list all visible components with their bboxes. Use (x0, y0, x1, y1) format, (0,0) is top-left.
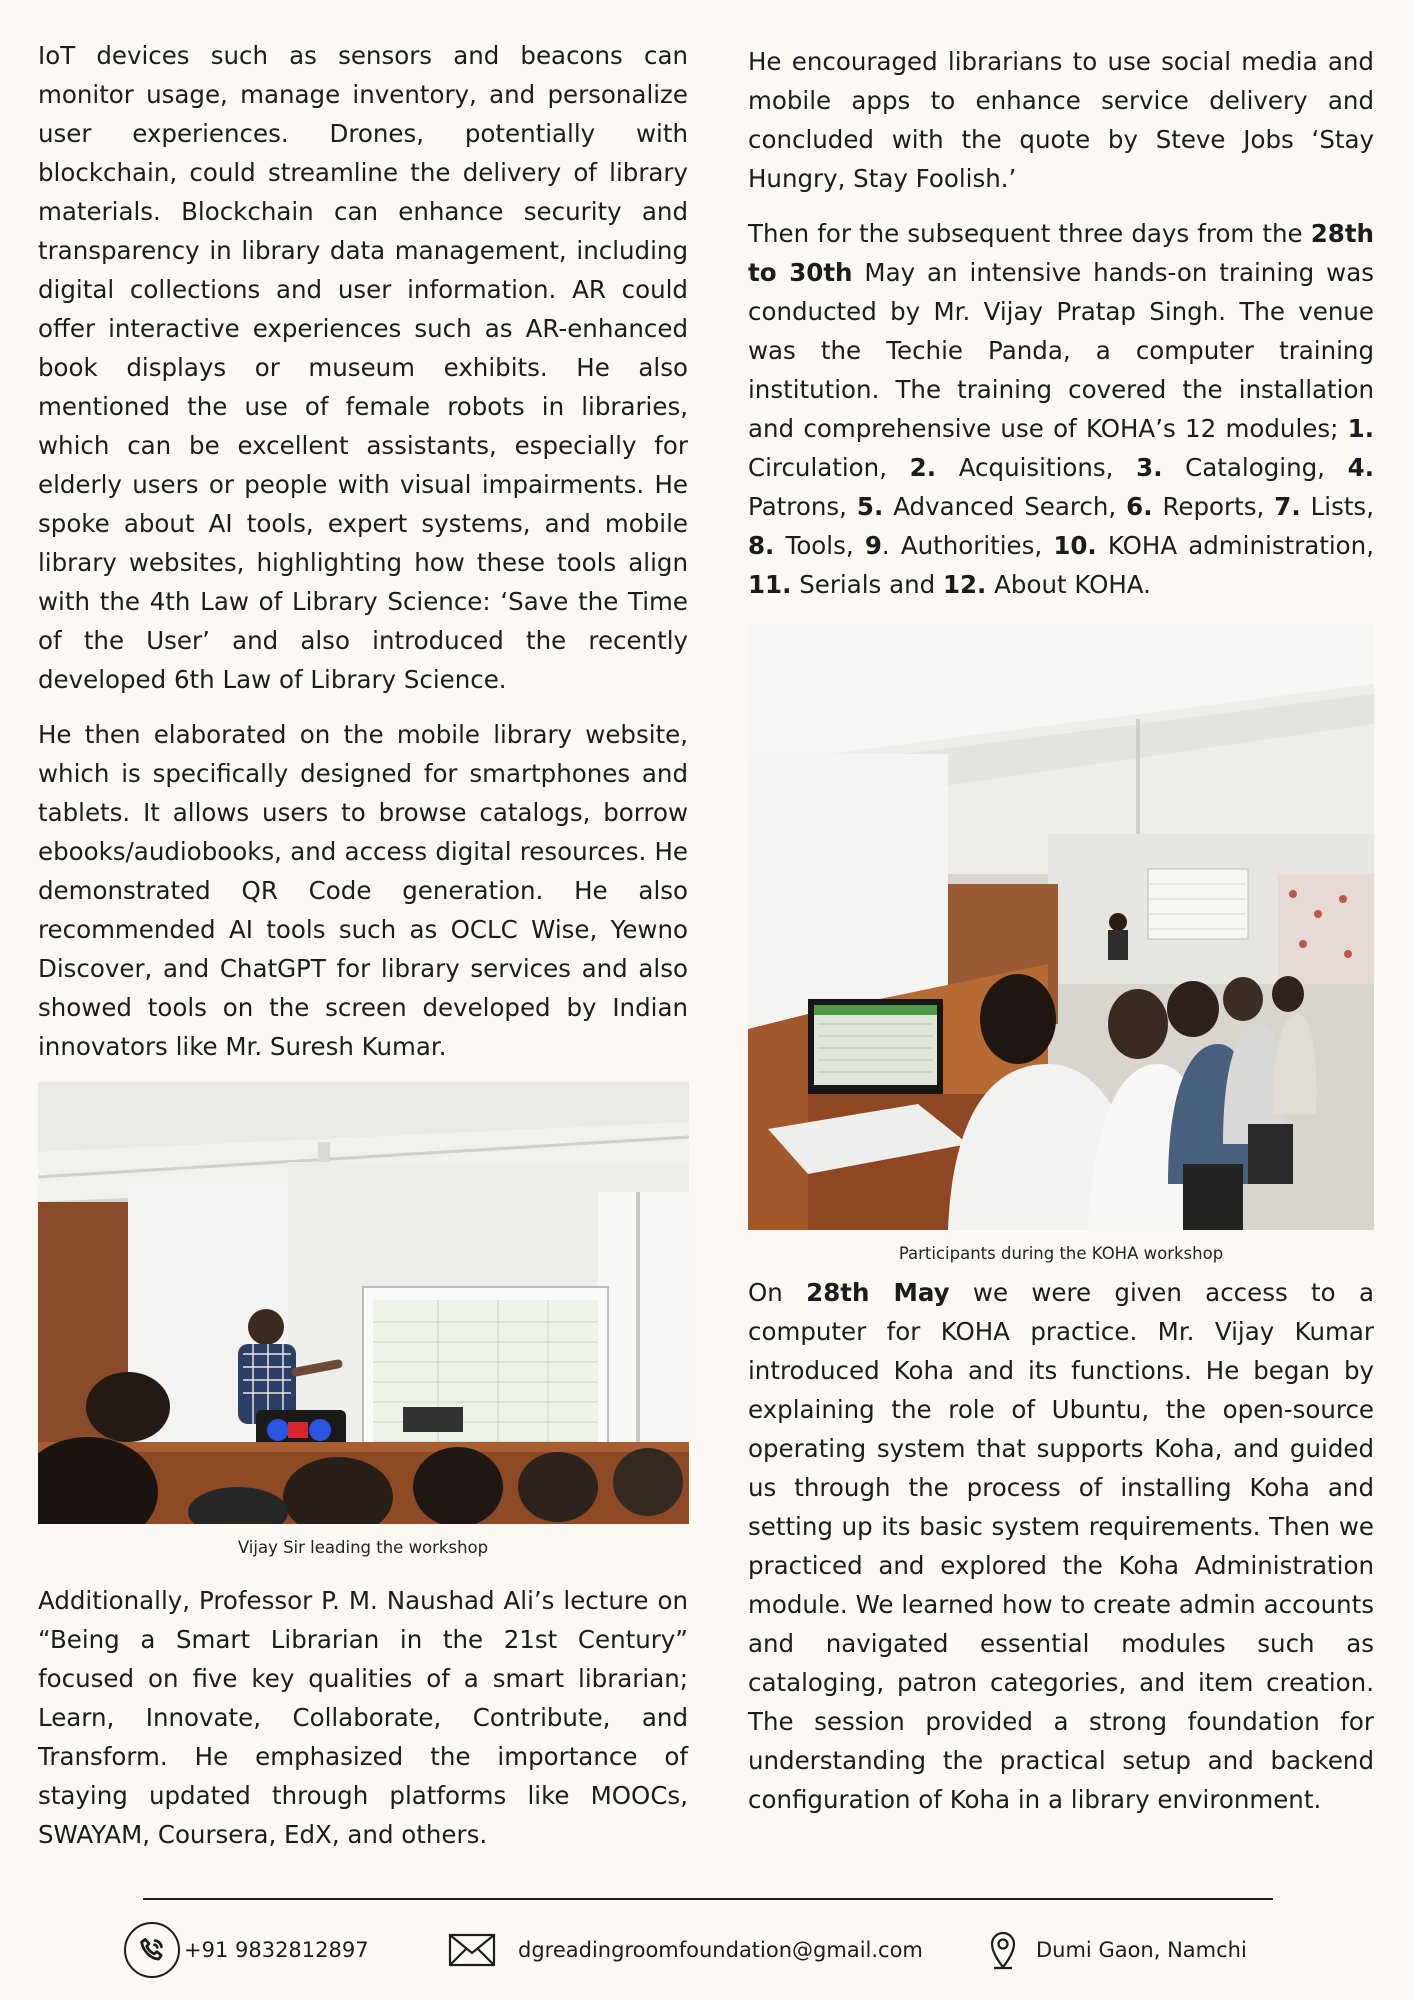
footer (0, 1922, 1414, 1978)
paragraph-koha-training: Then for the subsequent three days from the 28th to 30th May an intensive hands-on training was conducted by Mr. Vijay Pratap Singh. The venue was the Techie Panda, a computer training institution. The training covered the installation and comprehensive use of KOHA’s 12 modules; 1. Circulation, 2. Acquisitions, 3. Cataloging, 4. Patrons, 5. Advanced Search, 6. Reports, 7. Lists, 8. Tools, 9. Authorities, 10. KOHA administration, 11. Serials and 12. About KOHA. (748, 219, 1374, 599)
phone-number: +91 9832812897 (184, 1938, 369, 1962)
left-column (38, 36, 688, 1870)
right-column (748, 42, 1374, 1835)
paragraph-mobile-library-website: He then elaborated on the mobile library website, which is specifically designed for smartphones and tablets. It allows users to browse catalogs, borrow ebooks/audiobooks, and access digital resources. He demonstrated QR Code generation. He also recommended AI tools such as OCLC Wise, Yewno Discover, and ChatGPT for library services and also showed tools on the screen developed by Indian innovators like Mr. Suresh Kumar. (38, 720, 688, 1061)
phone-icon (124, 1922, 180, 1978)
paragraph-smart-librarian-lecture: Additionally, Professor P. M. Naushad Ali’s lecture on “Being a Smart Librarian in the 21st Century” focused on five key qualities of a smart librarian; Learn, Innovate, Collaborate, Contribute, and Transform. He emphasized the importance of staying updated through platforms like MOOCs, SWAYAM, Coursera, EdX, and others. (38, 1586, 688, 1849)
envelope-icon (448, 1933, 496, 1967)
footer-email[interactable] (448, 1922, 923, 1978)
paragraph-iot-technologies: IoT devices such as sensors and beacons can monitor usage, manage inventory, and personalize user experiences. Drones, potentially with blockchain, could streamline the delivery of library materials. Blockchain can enhance security and transparency in library data management, including digital collections and user information. AR could offer interactive experiences such as AR-enhanced book displays or museum exhibits. He also mentioned the use of female robots in libraries, which can be excellent assistants, especially for elderly users or people with visual impairments. He spoke about AI tools, expert systems, and mobile library websites, highlighting how these tools align with the 4th Law of Library Science: ‘Save the Time of the User’ and also introduced the recently developed 6th Law of Library Science. (38, 41, 688, 694)
footer-address (988, 1922, 1247, 1978)
photo-koha-participants (748, 624, 1374, 1230)
footer-divider (143, 1898, 1273, 1900)
classroom-presentation-image (38, 1082, 689, 1524)
computer-lab-image (748, 624, 1374, 1230)
footer-phone[interactable] (124, 1922, 369, 1978)
location-pin-icon (988, 1930, 1018, 1970)
caption-vijay-sir: Vijay Sir leading the workshop (237, 1538, 489, 1557)
paragraph-koha-practice: On 28th May we were given access to a computer for KOHA practice. Mr. Vijay Kumar introduced Koha and its functions. He began by explaining the role of Ubuntu, the open-source operating system that supports Koha, and guided us through the process of installing Koha and setting up its basic system requirements. Then we practiced and explored the Koha Administration module. We learned how to create admin accounts and navigated essential modules such as cataloging, patron categories, and item creation. The session provided a strong foundation for understanding the practical setup and backend configuration of Koha in a library environment. (748, 1278, 1374, 1814)
caption-koha-participants: Participants during the KOHA workshop (898, 1244, 1224, 1263)
address-text: Dumi Gaon, Namchi (1036, 1938, 1247, 1962)
paragraph-social-media: He encouraged librarians to use social media and mobile apps to enhance service delivery and concluded with the quote by Steve Jobs ‘Stay Hungry, Stay Foolish.’ (748, 47, 1374, 193)
photo-vijay-sir-workshop (38, 1082, 689, 1524)
email-address: dgreadingroomfoundation@gmail.com (518, 1938, 923, 1962)
